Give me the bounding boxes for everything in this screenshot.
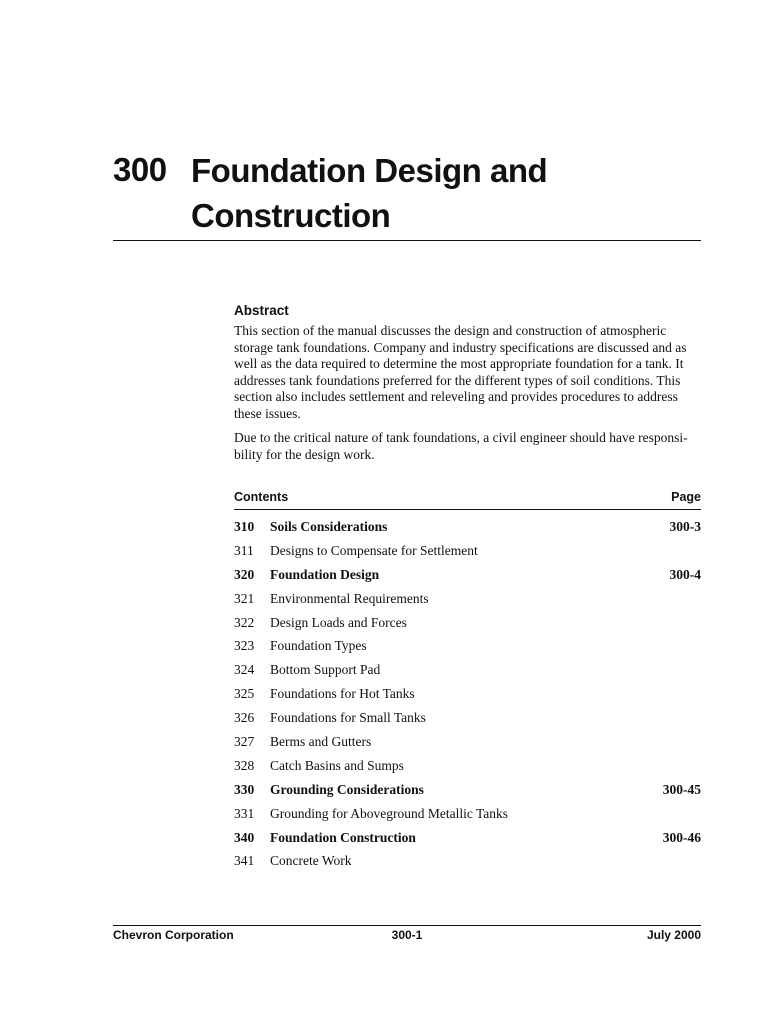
toc-section-number: 341: [234, 853, 255, 869]
title-divider: [113, 240, 701, 241]
toc-section-title: Grounding for Aboveground Metallic Tanks: [270, 805, 509, 821]
toc-section-number: 331: [234, 805, 255, 821]
toc-page-number: 300-45: [662, 781, 701, 797]
contents-header: [234, 490, 701, 504]
abstract-body: [234, 323, 701, 471]
toc-section-title: Concrete Work: [270, 853, 352, 869]
page-title: Foundation Design and Construction: [191, 152, 548, 234]
table-of-contents: [234, 515, 701, 873]
toc-row: [234, 826, 701, 850]
toc-section-number: 323: [234, 638, 255, 654]
footer-company: Chevron Corporation: [113, 928, 234, 942]
toc-section-title: Berms and Gutters: [270, 733, 372, 749]
footer-page-number: 300-1: [391, 928, 423, 942]
toc-section-number: 325: [234, 686, 255, 702]
footer-date: July 2000: [646, 928, 701, 942]
abstract-heading: Abstract: [234, 303, 289, 318]
toc-section-title: Foundation Design: [270, 566, 380, 582]
toc-section-number: 322: [234, 614, 255, 630]
toc-row: [234, 563, 701, 587]
toc-row: [234, 587, 701, 611]
toc-section-title: Foundation Types: [270, 638, 367, 654]
toc-section-number: 328: [234, 757, 255, 773]
toc-row: [234, 658, 701, 682]
toc-section-number: 320: [234, 566, 255, 582]
toc-page-number: 300-3: [669, 518, 701, 534]
toc-row: [234, 778, 701, 802]
toc-row: [234, 849, 701, 873]
toc-section-title: Foundation Construction: [270, 829, 416, 845]
toc-section-title: Environmental Requirements: [270, 590, 429, 606]
toc-section-title: Catch Basins and Sumps: [270, 757, 404, 773]
abstract-paragraph: Due to the critical nature of tank foundations, a civil engineer should have responsi-bility for the design work.: [234, 430, 688, 462]
toc-section-number: 324: [234, 662, 255, 678]
toc-section-number: 321: [234, 590, 255, 606]
toc-row: [234, 515, 701, 539]
toc-section-title: Foundations for Hot Tanks: [270, 686, 415, 702]
toc-row: [234, 611, 701, 635]
toc-section-number: 327: [234, 733, 255, 749]
toc-section-title: Grounding Considerations: [270, 781, 424, 797]
toc-row: [234, 754, 701, 778]
section-number: 300: [113, 151, 167, 188]
toc-section-number: 311: [234, 542, 254, 558]
contents-divider: [234, 509, 701, 510]
toc-row: [234, 802, 701, 826]
toc-section-title: Foundations for Small Tanks: [270, 710, 426, 726]
toc-section-title: Soils Considerations: [270, 518, 388, 534]
toc-row: [234, 730, 701, 754]
toc-section-number: 330: [234, 781, 255, 797]
toc-page-number: 300-46: [662, 829, 701, 845]
toc-row: [234, 539, 701, 563]
toc-section-number: 326: [234, 710, 255, 726]
toc-section-number: 340: [234, 829, 255, 845]
toc-page-number: 300-4: [669, 566, 701, 582]
toc-row: [234, 706, 701, 730]
toc-row: [234, 634, 701, 658]
toc-row: [234, 682, 701, 706]
abstract-paragraph: This section of the manual discusses the design and construction of atmospheric storage tank foundations. Company and industry specifications are discussed and as well as the data required to determine the most appropriate foundation for a tank. It addresses tank foundations preferred for the different types of soil conditions. This section also includes settlement and releveling and provides procedures to address these issues.: [234, 323, 687, 421]
toc-section-title: Design Loads and Forces: [270, 614, 407, 630]
toc-section-title: Designs to Compensate for Settlement: [270, 542, 478, 558]
contents-heading: Contents: [234, 490, 289, 504]
toc-section-number: 310: [234, 518, 255, 534]
toc-section-title: Bottom Support Pad: [270, 662, 381, 678]
footer-divider: [113, 925, 701, 926]
page-column-heading: Page: [671, 490, 701, 504]
